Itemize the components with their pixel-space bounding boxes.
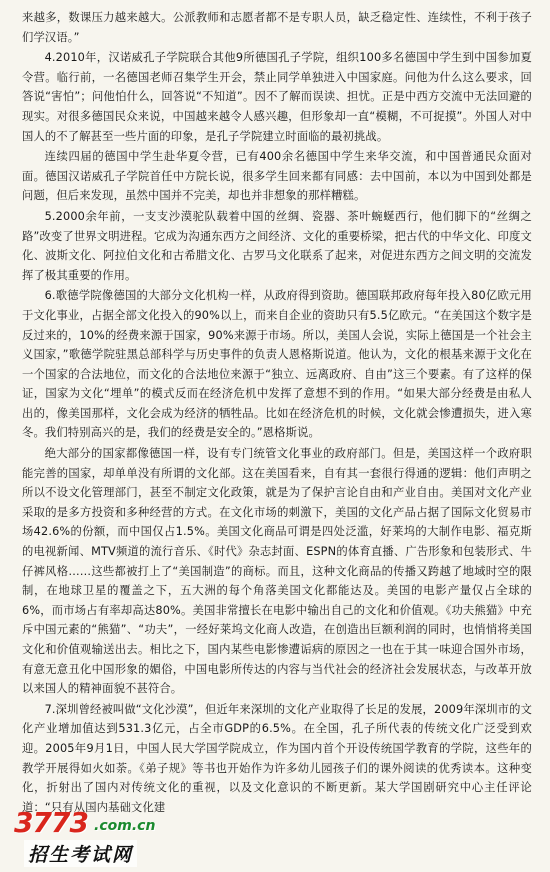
paragraph-us-culture: 绝大部分的国家都像德国一样，设有专门统管文化事业的政府部门。但是，美国这样一个政府职能完善的国家，却单单没有所谓的文化部。这在美国看来，自有其一套很行得通的逻辑：他们声明之所以不设文化管理部门，甚至不制定文化政策，就是为了保护言论自由和产业自由。美国对文化产业采取的是多方投资和多种经营的方式。在文化市场的刺激下，美国的文化产品占据了国际文化贸易市场42.6%的份额，而中国仅占1.5%。美国文化商品可谓是四处泛滥，好莱坞的大制作电影、福克斯的电视新闻、MTV频道的流行音乐、《时代》杂志封面、ESPN的体育直播、广告形象和包装形式、牛仔裤风格……这些都被打上了“美国制造”的商标。而且，这种文化商品的传播又跨越了地域时空的限制，在地球卫星的覆盖之下，五大洲的每个角落美国文化都能达及。美国的电影产量仅占全球的6%，而市场占有率却高达80%。美国非常擅长在电影中输出自己的文化和价值观。《功夫熊猫》中充斥中国元素的“熊猫”、“功夫”，一经好莱坞文化商人改造，在创造出巨额利润的同时，也悄悄将美国文化和价值观输送出去。相比之下，国内某些电影惨遭诟病的原因之一也在于其一味迎合国外市场，有意无意丑化中国形象的媚俗，中国电影所传达的内容与当代社会的经济社会发展状态，与改革开放以来国人的精神面貌不甚符合。 [22,447,532,696]
paragraph-6: 6.歌德学院像德国的大部分文化机构一样，从政府得到资助。德国联邦政府每年投入80亿欧元用于文化事业，占据全部文化投入的90%以上，而来自企业的资助只有5.5亿欧元。“在美国这个数字是反过来的，10%的经费来源于国家，90%来源于市场。所以，美国人会说，实际上德国是一个社会主义国家，”歌德学院驻黑总部科学与历史事件的负责人恩格斯说道。他认为，文化的根基来源于文化在一个国家的合法地位，而文化的合法地位来源于“独立、远离政府、自由”这三个要素。有了这样的保证，国家为文化“埋单”的模式反而在经济危机中发挥了意想不到的作用。“如果大部分经费是由私人出的，像美国那样，文化会成为经济的牺牲品。比如在经济危机的时候，文化就会惨遭损失，进入寒冬。我们特别高兴的是，我们的经费是安全的。”恩格斯说。 [22,289,532,440]
paragraph-4: 4.2010年，汉诺威孔子学院联合其他9所德国孔子学院，组织100多名德国中学生到中国参加夏令营。临行前，一名德国老师召集学生开会，禁止同学单独进入中国家庭。问他为什么这么要求，回答说“害怕”；问他怕什么，回答说“不知道”。因不了解而误读、担忧。正是中西方交流中无法回避的现实。对很多德国民众来说，中国越来越令人感兴趣，但形象却一直“模糊，不可捉摸”。外国人对中国人的不了解甚至一些片面的印象，是孔子学院建立时面临的最初挑战。 [22,51,532,143]
logo-mark: 3773 [14,806,88,839]
site-logo [10,806,200,866]
paragraph-summer-camp: 连续四届的德国中学生赴华夏令营，已有400余名德国中学生来华交流，和中国普通民众面对面。德国汉诺威孔子学院首任中方院长说，很多学生回来都有同感：去中国前，本以为中国到处都是问题，但后来发现，虽然中国并不完美，却也并非想象的那样糟糕。 [22,150,532,203]
logo-domain: .com.cn [94,818,156,834]
paragraph-continuation: 来越多，数课压力越来越大。公派教师和志愿者都不是专职人员，缺乏稳定性、连续性，不利于孩子们学汉语。” [22,11,532,44]
paragraph-7: 7.深圳曾经被叫做“文化沙漠”，但近年来深圳的文化产业取得了长足的发展，2009年深圳市的文化产业增加值达到531.3亿元，占全市GDP的6.5%。在全国，孔子所代表的传统文化广泛受到欢迎。2005年9月1日，中国人民大学国学院成立，作为国内首个开设传统国学教育的学院，这些年的教学开展得如火如荼。《弟子规》等书也开始作为许多幼儿园孩子们的课外阅读的优秀读本。这种变化，折射出了国内对传统文化的重视，以及文化意识的不断更新。某大学国剧研究中心主任评论道：“只有从国内基础文化建 [22,702,533,814]
paragraph-5: 5.2000余年前，一支支沙漠驼队载着中国的丝绸、瓷器、茶叶蜿蜒西行，他们脚下的“丝绸之路”改变了世界文明进程。它成为沟通东西方之间经济、文化的重要桥梁，把古代的中华文化、印度文化、波斯文化、阿拉伯文化和古希腊文化、古罗马文化联系了起来，对促进东西方之间文明的交流发挥了极其重要的作用。 [22,209,532,282]
document-page [22,8,532,872]
logo-tagline: 招生考试网 [24,840,137,867]
